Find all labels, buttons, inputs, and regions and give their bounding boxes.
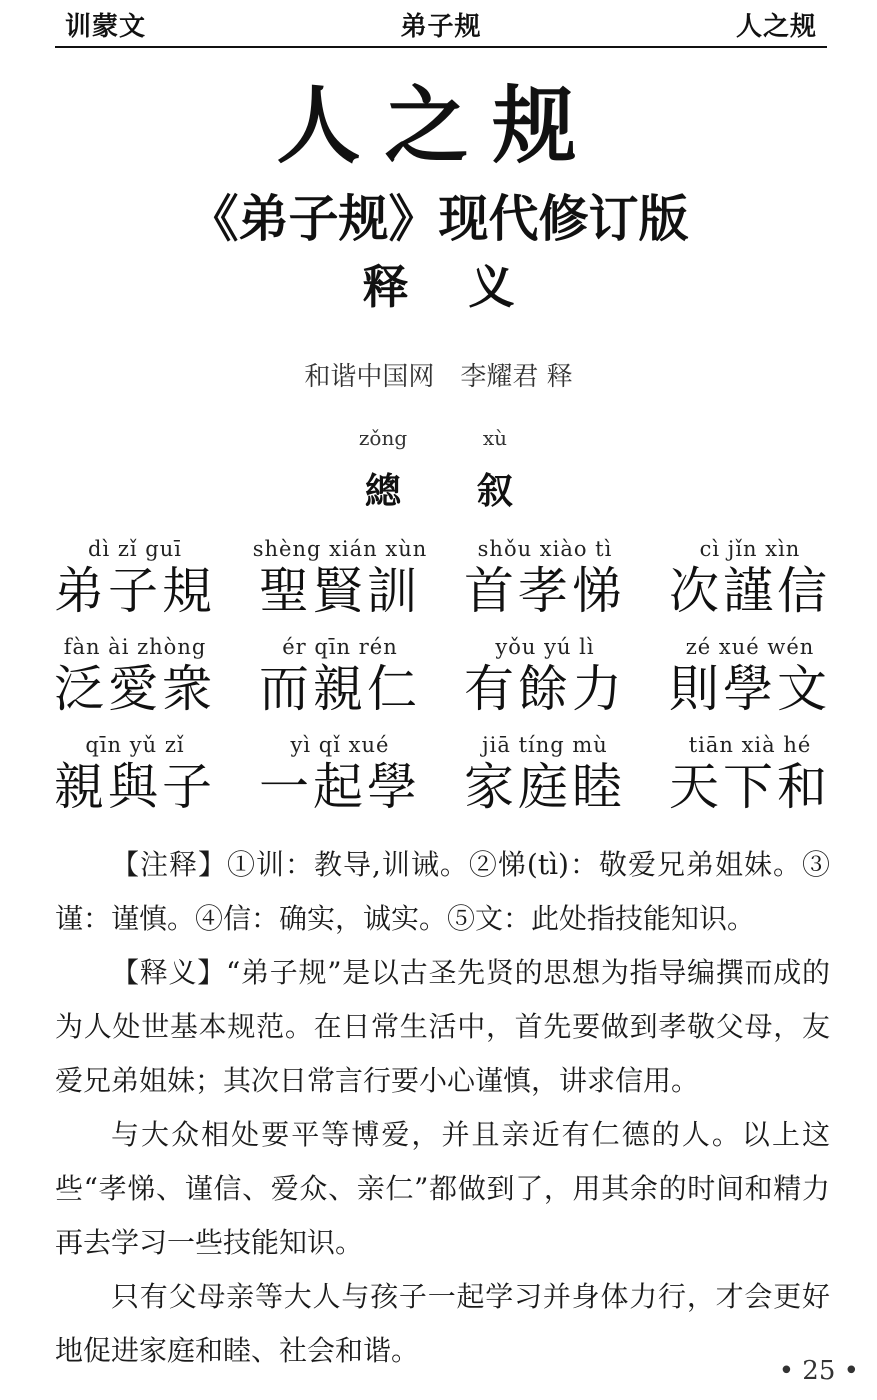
- verse-text: 則學文: [669, 660, 831, 718]
- verse-pinyin: qīn yǔ zǐ: [85, 733, 185, 757]
- verse-text: 泛愛衆: [54, 660, 216, 718]
- page-subtitle-2: 释义: [362, 260, 575, 314]
- verse-text: 弟子規: [54, 562, 216, 620]
- verse-text: 天下和: [669, 758, 831, 816]
- commentary-body: [55, 838, 830, 1378]
- verse-text: 有餘力: [464, 660, 626, 718]
- verse-text: 家庭睦: [464, 758, 626, 816]
- verse-text: 而親仁: [259, 660, 421, 718]
- verse-grid: [40, 536, 840, 830]
- verse-pinyin: fàn ài zhòng: [63, 635, 207, 659]
- verse-cell: [40, 536, 230, 620]
- explanation-paragraph: 【释义】“弟子规”是以古圣先贤的思想为指导编撰而成的为人处世基本规范。在日常生活中，首先要做到孝敬父母，友爱兄弟姐妹；其次日常言行要小心谨慎，讲求信用。: [55, 956, 830, 1097]
- verse-row: [40, 536, 840, 634]
- page-subtitle: 《弟子规》现代修订版: [188, 189, 689, 248]
- verse-pinyin: ér qīn rén: [282, 635, 398, 659]
- verse-cell: [245, 536, 435, 620]
- verse-pinyin: tiān xià hé: [688, 733, 812, 757]
- header-left: 训蒙文: [65, 12, 147, 42]
- verse-pinyin: zé xué wén: [685, 635, 815, 659]
- verse-text: 一起學: [259, 758, 421, 816]
- verse-cell: [450, 732, 640, 816]
- verse-pinyin: cì jǐn xìn: [699, 537, 801, 561]
- verse-pinyin: jiā tíng mù: [482, 733, 608, 757]
- section-title-2: 叙: [476, 470, 513, 512]
- header-center: 弟子规: [400, 12, 482, 42]
- author-line: 和谐中国网 李耀君 释: [304, 362, 573, 392]
- section-pinyin-2: xù: [482, 426, 508, 450]
- explanation-paragraph: 只有父母亲等大人与孩子一起学习并身体力行，才会更好地促进家庭和睦、社会和谐。: [55, 1280, 830, 1367]
- verse-pinyin: yǒu yú lì: [495, 635, 595, 659]
- verse-pinyin: yì qǐ xué: [290, 733, 390, 757]
- verse-cell: [450, 634, 640, 718]
- verse-pinyin: shèng xián xùn: [252, 537, 428, 561]
- verse-cell: [655, 732, 845, 816]
- header-right: 人之规: [735, 12, 817, 42]
- verse-cell: [245, 732, 435, 816]
- verse-cell: [655, 536, 845, 620]
- verse-cell: [245, 634, 435, 718]
- verse-text: 次謹信: [669, 562, 831, 620]
- verse-pinyin: dì zǐ guī: [88, 537, 182, 561]
- running-header: [55, 0, 827, 48]
- verse-text: 聖賢訓: [259, 562, 421, 620]
- section-pinyin-1: zǒng: [358, 426, 408, 450]
- verse-text: 首孝悌: [464, 562, 626, 620]
- verse-pinyin: shǒu xiào tì: [477, 537, 613, 561]
- page-title: 人之规: [276, 76, 601, 175]
- verse-cell: [40, 732, 230, 816]
- verse-cell: [450, 536, 640, 620]
- annotation-paragraph: 【注释】①训：教导,训诫。②悌(tì)：敬爱兄弟姐妹。③谨：谨慎。④信：确实，诚实。⑤文：此处指技能知识。: [55, 848, 830, 935]
- explanation-paragraph: 与大众相处要平等博爱，并且亲近有仁德的人。以上这些“孝悌、谨信、爱众、亲仁”都做到了，用其余的时间和精力再去学习一些技能知识。: [55, 1118, 830, 1259]
- verse-text: 親與子: [54, 758, 216, 816]
- verse-cell: [655, 634, 845, 718]
- verse-row: [40, 634, 840, 732]
- section-title-1: 總: [364, 470, 401, 512]
- verse-cell: [40, 634, 230, 718]
- verse-row: [40, 732, 840, 830]
- page-number: • 25 •: [778, 1356, 859, 1386]
